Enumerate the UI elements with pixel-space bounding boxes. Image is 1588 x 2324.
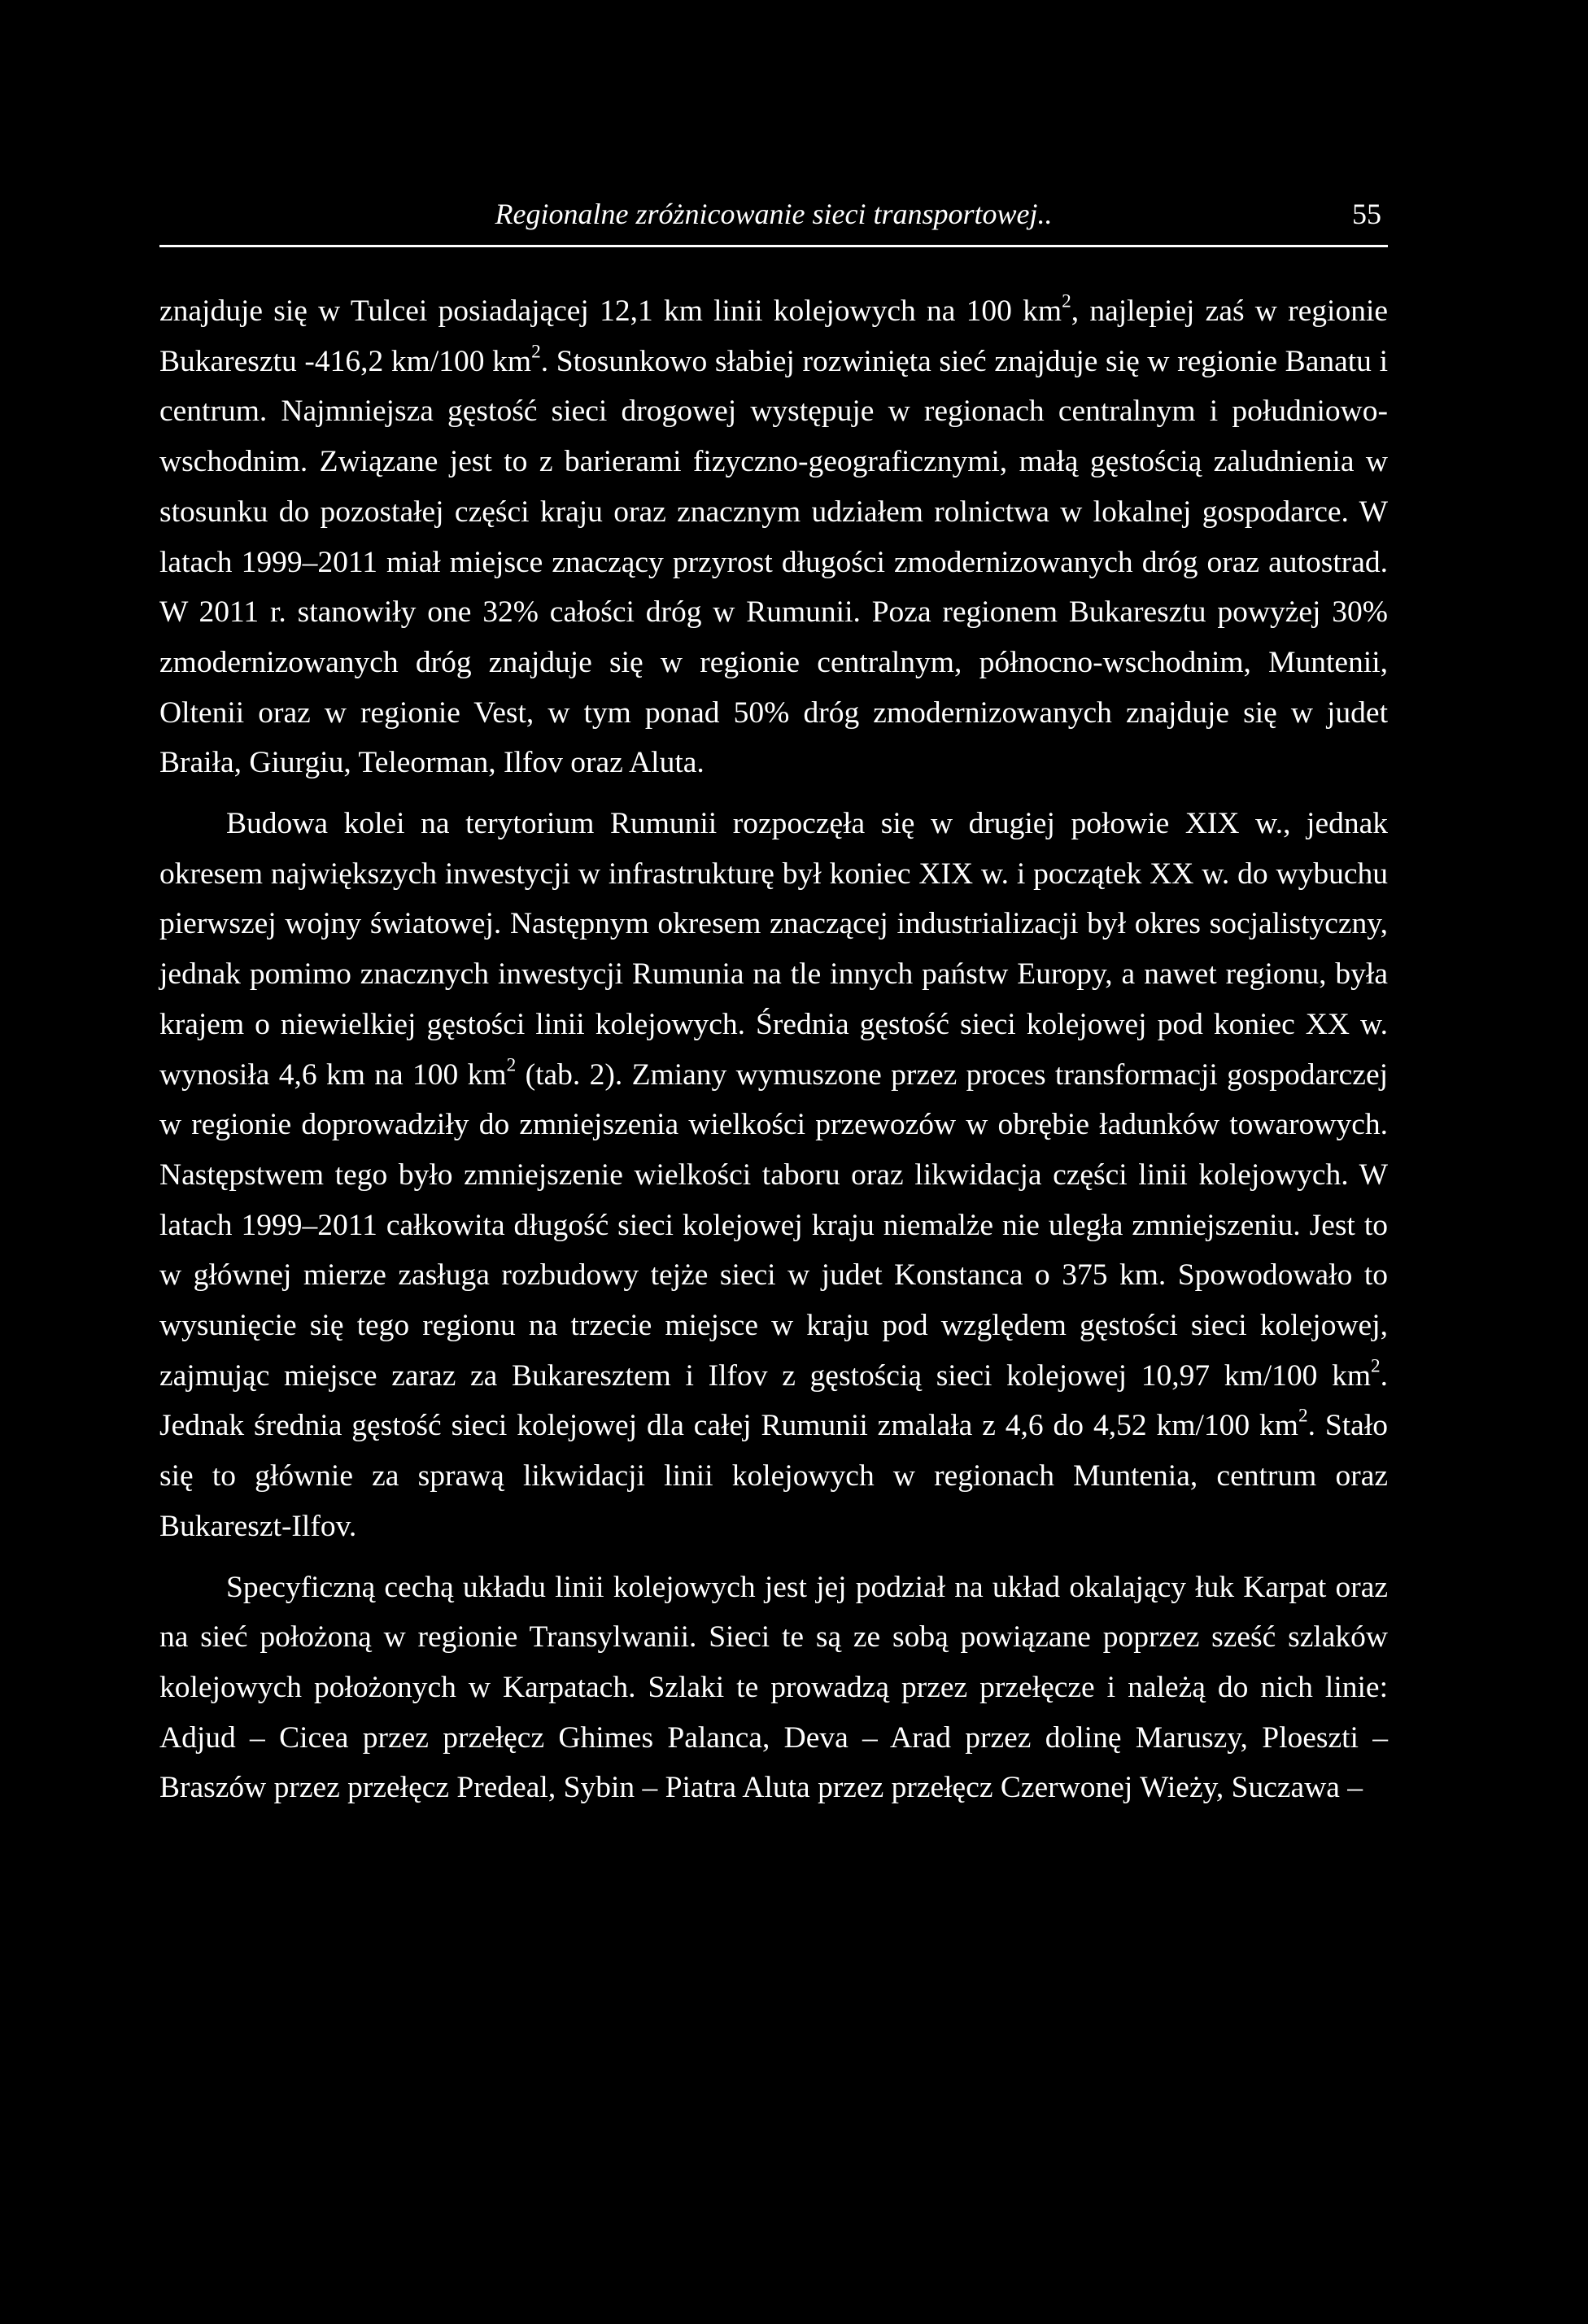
running-header-title: Regionalne zróżnicowanie sieci transportowej.. (495, 198, 1053, 230)
page-number: 55 (1352, 198, 1381, 230)
paragraph-2: Budowa kolei na terytorium Rumunii rozpoczęła się w drugiej połowie XIX w., jednak okresem największych inwestycji w infrastrukturę był koniec XIX w. i początek XX w. do wybuchu pierwszej wojny światowej. Następnym okresem znaczącej industrializacji był okres socjalistyczny, jednak pomimo znacznych inwestycji Rumunia na tle innych państw Europy, a nawet regionu, była krajem o niewielkiej gęstości linii kolejowych. Średnia gęstość sieci kolejowej pod koniec XX w. wynosiła 4,6 km na 100 $km^2$ (tab. 2). Zmiany wymuszone przez proces transformacji gospodarczej w regionie doprowadziły do zmniejszenia wielkości przewozów w obrębie ładunków towarowych. Następstwem tego było zmniejszenie wielkości taboru oraz likwidacja części linii kolejowych. W latach 1999–2011 całkowita długość sieci kolejowej kraju niemalże nie uległa zmniejszeniu. Jest to w głównej mierze zasługa rozbudowy tejże sieci w judet Konstanca o 375 km. Spowodowało to wysunięcie się tego regionu na trzecie miejsce w kraju pod względem gęstości sieci kolejowej, zajmując miejsce zaraz za Bukaresztem i Ilfov z gęstością sieci kolejowej 10,97 km/100 $km^2$. Jednak średnia gęstość sieci kolejowej dla całej Rumunii zmalała z 4,6 do 4,52 km/100 $km^2$. Stało się to głównie za sprawą likwidacji linii kolejowych w regionach Muntenia, centrum oraz Bukareszt-Ilfov. (159, 807, 1389, 1543)
body-text (159, 286, 1388, 1813)
running-header (159, 192, 1388, 236)
paragraph-3: Specyficzną cechą układu linii kolejowych jest jej podział na układ okalający łuk Karpat oraz na sieć położoną w regionie Transylwanii. Sieci te są ze sobą powiązane poprzez sześć szlaków kolejowych położonych w Karpatach. Szlaki te prowadzą przez przełęcze i należą do nich linie: Adjud – Cicea przez przełęcz Ghimes Palanca, Deva – Arad przez dolinę Maruszy, Ploeszti – Braszów przez przełęcz Predeal, Sybin – Piatra Aluta przez przełęcz Czerwonej Wieży, Suczawa – (159, 1570, 1388, 1805)
document-page (159, 0, 1388, 2324)
paragraph-1: znajduje się w Tulcei posiadającej 12,1 km linii kolejowych na 100 $km^2$, najlepiej zaś w regionie Bukaresztu -416,2 km/100 $km^2$. Stosunkowo słabiej rozwinięta sieć znajduje się w regionie Banatu i centrum. Najmniejsza gęstość sieci drogowej występuje w regionach centralnym i południowo-wschodnim. Związane jest to z barierami fizyczno-geograficznymi, małą gęstością zaludnienia w stosunku do pozostałej części kraju oraz znacznym udziałem rolnictwa w lokalnej gospodarce. W latach 1999–2011 miał miejsce znaczący przyrost długości zmodernizowanych dróg oraz autostrad. W 2011 r. stanowiły one 32% całości dróg w Rumunii. Poza regionem Bukaresztu powyżej 30% zmodernizowanych dróg znajduje się w regionie centralnym, północno-wschodnim, Muntenii, Oltenii oraz w regionie Vest, w tym ponad 50% dróg zmodernizowanych znajduje się w judet Braiła, Giurgiu, Teleorman, Ilfov oraz Aluta. (159, 290, 1389, 780)
header-rule (159, 245, 1388, 247)
